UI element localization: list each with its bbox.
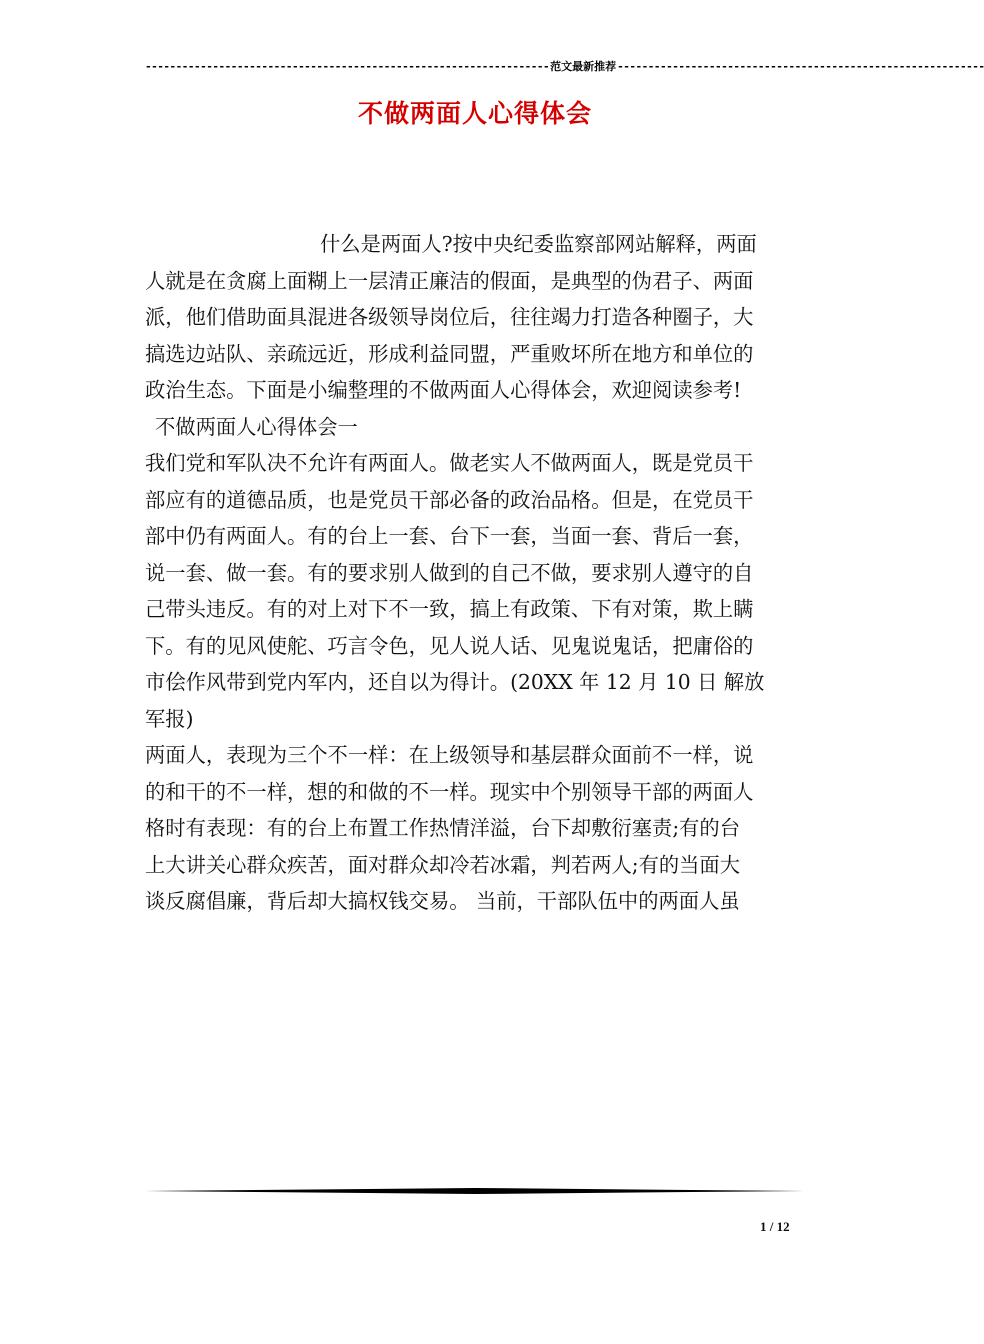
header-label: 范文最新推荐: [550, 60, 617, 73]
body-line: 的和干的不一样，想的和做的不一样。现实中个别领导干部的两面人: [145, 779, 754, 804]
page-header: [145, 58, 984, 74]
body-line: 我们党和军队决不允许有两面人。做老实人不做两面人，既是党员干: [145, 451, 754, 475]
page-number: 1 / 12: [760, 1219, 790, 1234]
body-line: 上大讲关心群众疾苦，面对群众却冷若冰霜，判若两人;有的当面大: [145, 852, 740, 877]
body-line: 格时有表现：有的台上布置工作热情洋溢，台下却敷衍塞责;有的台: [145, 816, 740, 840]
body-line: 部中仍有两面人。有的台上一套、台下一套，当面一套、背后一套，: [145, 524, 754, 548]
body-line: 己带头违反。有的对上对下不一致，搞上有政策、下有对策，欺上瞒: [145, 597, 754, 621]
body-line: 下。有的见风使舵、巧言令色，见人说人话、见鬼说鬼话，把庸俗的: [145, 633, 754, 658]
body-line: 部应有的道德品质，也是党员干部必备的政治品格。但是，在党员干: [145, 487, 754, 512]
footer-rule: [145, 1188, 805, 1194]
body-line: 谈反腐倡廉，背后却大搞权钱交易。 当前，干部队伍中的两面人虽: [145, 889, 740, 913]
body-line: 政治生态。下面是小编整理的不做两面人心得体会，欢迎阅读参考!: [145, 378, 742, 402]
section-heading: 不做两面人心得体会一: [155, 414, 358, 439]
body-line: 军报): [145, 706, 194, 731]
body-line: 什么是两面人?按中央纪委监察部网站解释，两面: [320, 232, 757, 256]
body-line: 派，他们借助面具混进各级领导岗位后，往往竭力打造各种圈子，大: [145, 305, 754, 329]
body-line: 人就是在贪腐上面糊上一层清正廉洁的假面，是典型的伪君子、两面: [145, 268, 754, 293]
body-line: 市侩作风带到党内军内，还自以为得计。(20XX 年 12 月 10 日 解放: [145, 670, 765, 694]
header-rule-left: ------------------------------------------------------------------: [145, 59, 550, 73]
body-line: 两面人，表现为三个不一样：在上级领导和基层群众面前不一样，说: [145, 743, 754, 767]
document-title: 不做两面人心得体会: [357, 99, 592, 128]
header-rule-right: ------------------------------------------------------------: [617, 59, 984, 73]
body-line: 搞选边站队、亲疏远近，形成利益同盟，严重败坏所在地方和单位的: [145, 341, 754, 366]
document-body: [145, 226, 815, 920]
body-line: 说一套、做一套。有的要求别人做到的自己不做，要求别人遵守的自: [145, 560, 754, 585]
